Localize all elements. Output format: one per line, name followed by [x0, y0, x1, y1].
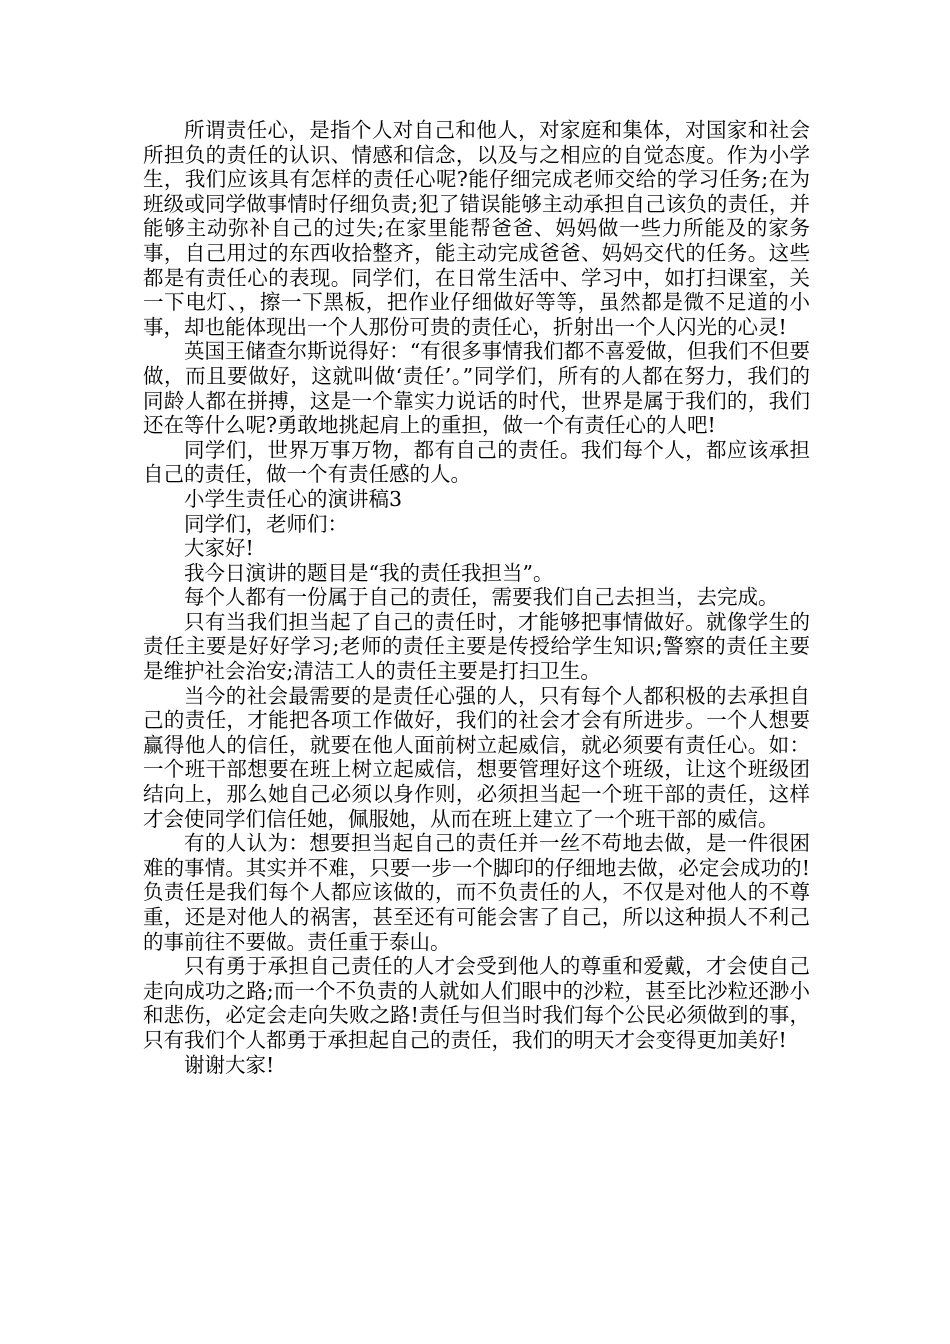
- paragraph-brave-responsibility: 只有勇于承担自己责任的人才会受到他人的尊重和爱戴，才会使自己走向成功之路;而一个不负责的人就如人们眼中的沙粒，甚至比沙粒还渺小和悲伤，必定会走向失败之路!责任与但当时我们每个公民必须做到的事，只有我们个人都勇于承担起自己的责任，我们的明天才会变得更加美好!: [143, 954, 810, 1052]
- salutation: 同学们，老师们：: [184, 511, 348, 536]
- paragraph-everyone-has-duty: 每个人都有一份属于自己的责任，需要我们自己去担当，去完成。: [184, 585, 779, 610]
- paragraph-not-difficult: 有的人认为：想要担当起自己的责任并一丝不苟地去做，是一件很困难的事情。其实并不难，只要一步一个脚印的仔细地去做，必定会成功的!负责任是我们每个人都应该做的，而不负责任的人，不仅是对他人的不尊重，还是对他人的祸害，甚至还有可能会害了自己，所以这种损人不利己的事前往不要做。责任重于泰山。: [143, 831, 810, 954]
- paragraph-responsibility-definition: 所谓责任心，是指个人对自己和他人，对家庭和集体，对国家和社会所担负的责任的认识、情感和信念，以及与之相应的自觉态度。作为小学生，我们应该具有怎样的责任心呢?能仔细完成老师交给的学习任务;在为班级或同学做事情时仔细负责;犯了错误能够主动承担自己该负的责任，并能够主动弥补自己的过失;在家里能帮爸爸、妈妈做一些力所能及的家务事，自己用过的东西收拾整齐，能主动完成爸爸、妈妈交代的任务。这些都是有责任心的表现。同学们，在日常生活中、学习中，如打扫课室，关一下电灯、，擦一下黑板，把作业仔细做好等等，虽然都是微不足道的小事，却也能体现出一个人那份可贵的责任心，折射出一个人闪光的心灵!: [143, 118, 810, 339]
- paragraph-prince-charles-quote: 英国王储查尔斯说得好：“有很多事情我们都不喜爱做，但我们不但要做，而且要做好，这就叫做‘责任’。”同学们，所有的人都在努力，我们的同龄人都在拼搏，这是一个靠实力说话的时代，世界是属于我们的，我们还在等什么呢?勇敢地挑起肩上的重担，做一个有责任心的人吧!: [143, 339, 810, 438]
- document-body: [143, 118, 810, 1077]
- paragraph-roles-examples: 只有当我们担当起了自己的责任时，才能够把事情做好。就像学生的责任主要是好好学习;老师的责任主要是传授给学生知识;警察的责任主要是维护社会治安;清洁工人的责任主要是打扫卫生。: [143, 609, 810, 684]
- paragraph-society-needs: 当今的社会最需要的是责任心强的人，只有每个人都积极的去承担自己的责任，才能把各项工作做好，我们的社会才会有所进步。一个人想要赢得他人的信任，就要在他人面前树立起威信，就必须要有责任心。如：一个班干部想要在班上树立起威信，想要管理好这个班级，让这个班级团结向上，那么她自己必须以身作则，必须担当起一个班干部的责任，这样才会使同学们信任她，佩服她，从而在班上建立了一个班干部的威信。: [143, 683, 810, 831]
- closing-thanks: 谢谢大家!: [184, 1052, 275, 1077]
- greeting: 大家好!: [184, 536, 254, 561]
- paragraph-speech-topic: 我今日演讲的题目是“我的责任我担当”。: [184, 560, 554, 585]
- section-title: 小学生责任心的演讲稿3: [184, 486, 403, 511]
- paragraph-everything-has-responsibility: 同学们，世界万事万物，都有自己的责任。我们每个人，都应该承担自己的责任，做一个有责任感的人。: [143, 437, 810, 487]
